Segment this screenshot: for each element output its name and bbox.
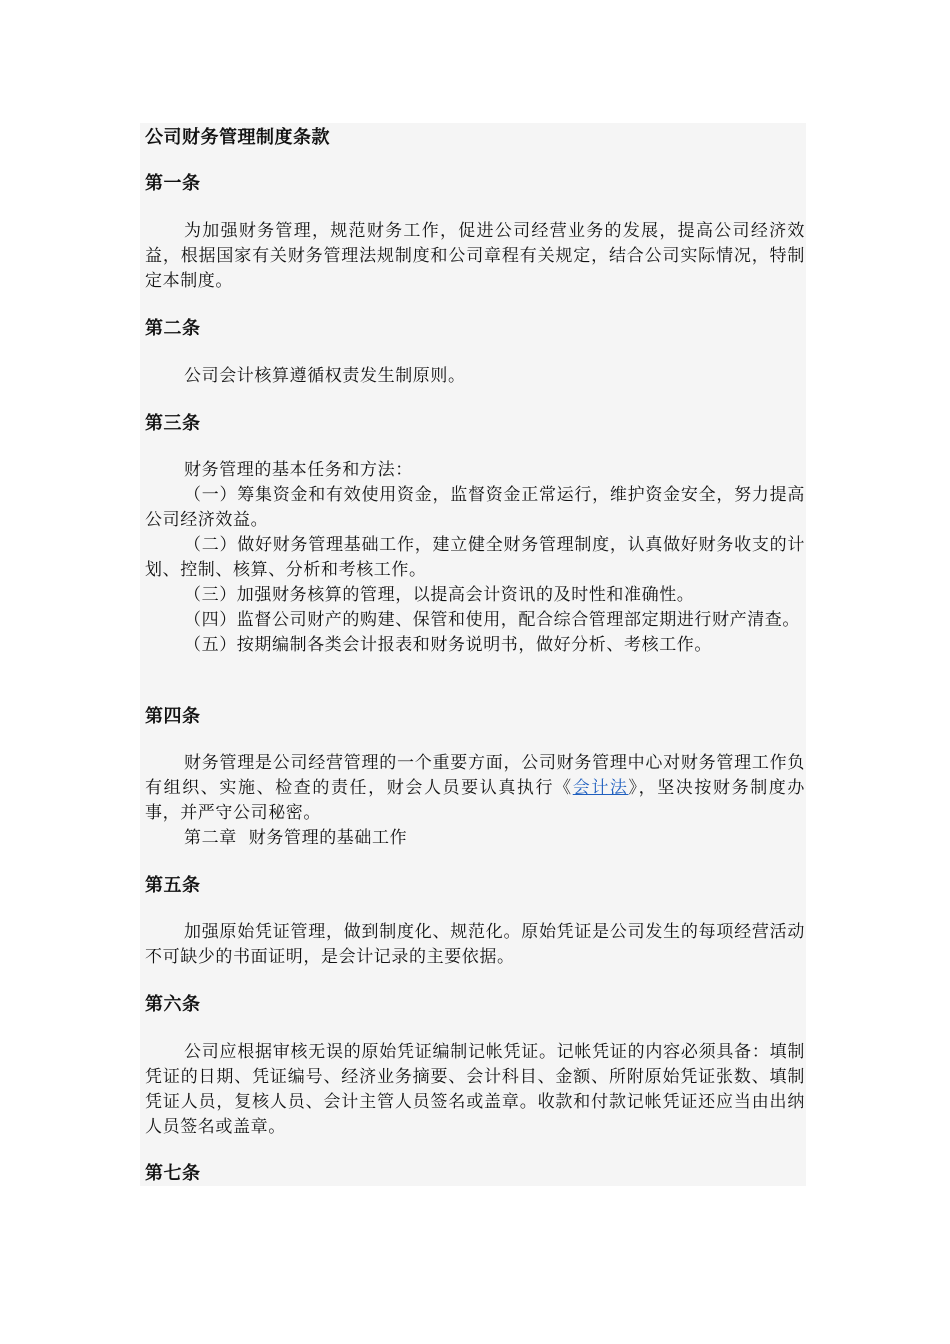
article-3-body (145, 458, 805, 658)
article-4-body (145, 751, 805, 851)
article-6-heading: 第六条 (145, 994, 201, 1015)
article-2-heading: 第二条 (145, 318, 201, 339)
article-5-paragraph: 加强原始凭证管理，做到制度化、规范化。原始凭证是公司发生的每项经营活动不可缺少的书面证明，是会计记录的主要依据。 (145, 922, 805, 967)
article-6-body (145, 1040, 805, 1140)
document-panel (140, 123, 806, 1186)
article-3-heading: 第三条 (145, 413, 201, 434)
article-4-heading: 第四条 (145, 706, 201, 727)
article-5-body (145, 920, 805, 970)
article-1-paragraph: 为加强财务管理，规范财务工作，促进公司经营业务的发展，提高公司经济效益，根据国家有关财务管理法规制度和公司章程有关规定，结合公司实际情况，特制定本制度。 (145, 221, 805, 291)
article-1-body (145, 219, 805, 294)
accounting-law-link[interactable]: 会计法 (572, 778, 629, 798)
article-3-item-2: （二）做好财务管理基础工作，建立健全财务管理制度，认真做好财务收支的计划、控制、核算、分析和考核工作。 (145, 535, 805, 580)
article-4-paragraph (145, 751, 805, 826)
article-3-item-3: （三）加强财务核算的管理，以提高会计资讯的及时性和准确性。 (184, 585, 695, 605)
article-3-item-1: （一）筹集资金和有效使用资金，监督资金正常运行，维护资金安全，努力提高公司经济效益。 (145, 485, 805, 530)
document-title: 公司财务管理制度条款 (145, 127, 330, 148)
article-7-heading: 第七条 (145, 1163, 201, 1184)
chapter-2-heading: 第二章 财务管理的基础工作 (184, 828, 408, 848)
article-4-text-after-link: 》，坚决按财务制度办事，并严守公司秘密。 (145, 778, 805, 823)
article-6-paragraph: 公司应根据审核无误的原始凭证编制记帐凭证。记帐凭证的内容必须具备：填制凭证的日期、凭证编号、经济业务摘要、会计科目、金额、所附原始凭证张数、填制凭证人员，复核人员、会计主管人员签名或盖章。收款和付款记帐凭证还应当由出纳人员签名或盖章。 (145, 1042, 805, 1137)
article-1-heading: 第一条 (145, 173, 201, 194)
article-2-body (145, 364, 805, 389)
article-3-item-4: （四）监督公司财产的购建、保管和使用，配合综合管理部定期进行财产清查。 (184, 610, 800, 630)
article-3-item-5: （五）按期编制各类会计报表和财务说明书，做好分析、考核工作。 (184, 635, 712, 655)
article-4-text-before-link: 财务管理是公司经营管理的一个重要方面，公司财务管理中心对财务管理工作负有组织、实施、检查的责任，财会人员要认真执行《 (145, 753, 805, 798)
article-3-intro: 财务管理的基本任务和方法： (184, 460, 413, 480)
article-2-paragraph: 公司会计核算遵循权责发生制原则。 (184, 366, 466, 386)
article-5-heading: 第五条 (145, 875, 201, 896)
